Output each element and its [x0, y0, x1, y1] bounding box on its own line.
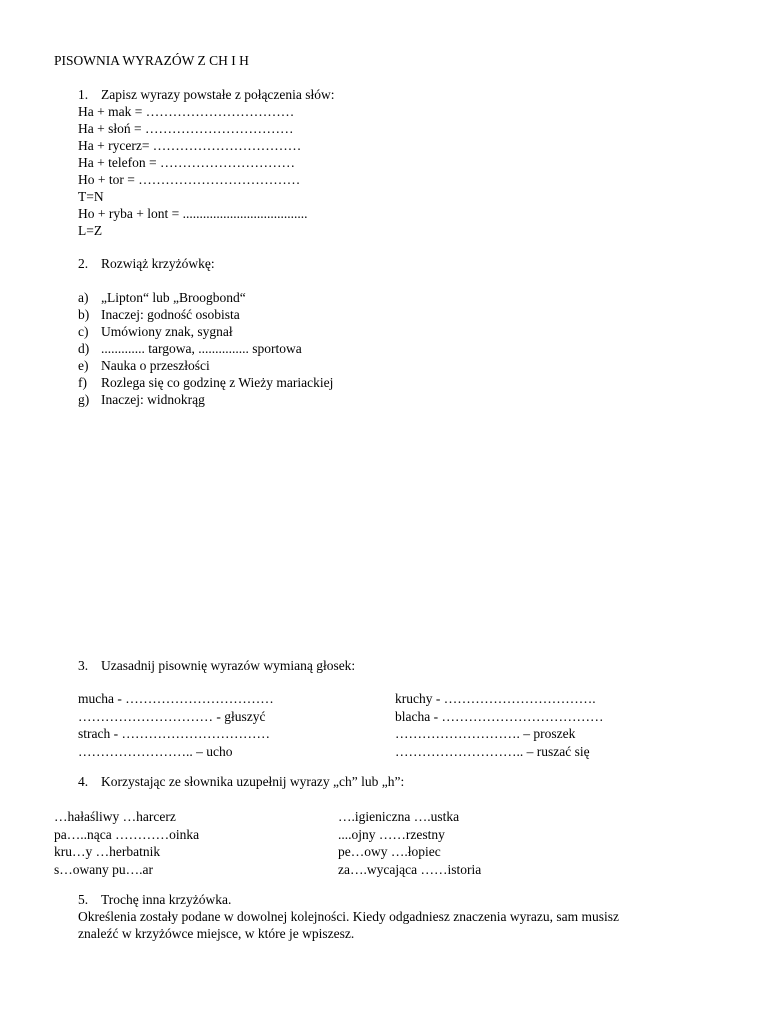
task1-number: 1. — [78, 87, 89, 102]
task4-number: 4. — [78, 774, 89, 789]
task2-item-text: Nauka o przeszłości — [101, 358, 210, 373]
task2-item-text: Rozlega się co godzinę z Wieży mariackiej — [101, 375, 334, 390]
task1-line: Ha + mak = …………………………… — [78, 104, 295, 119]
task3-row-right: ……………………….. – ruszać się — [395, 743, 590, 759]
task3-row-right: ………………………. – proszek — [395, 726, 576, 741]
task3-row-left: ………………………… - głuszyć — [78, 708, 266, 724]
task4-row-right: pe…owy ….łopiec — [338, 844, 441, 859]
task1-heading: Zapisz wyrazy powstałe z połączenia słów: — [101, 87, 335, 102]
task5-text-line: Określenia zostały podane w dowolnej kolejności. Kiedy odgadniesz znaczenia wyrazu, sam musisz — [78, 909, 619, 924]
task2-item-letter: d) — [78, 341, 90, 356]
task3-row-right: blacha - ……………………………… — [395, 708, 604, 724]
task3-row-left: …………………….. – ucho — [78, 743, 233, 759]
task3-heading: Uzasadnij pisownię wyrazów wymianą głosek: — [101, 658, 356, 673]
task4-row-right: ….igieniczna ….ustka — [338, 809, 460, 824]
task1-line: T=N — [78, 189, 104, 204]
task2-number: 2. — [78, 256, 89, 271]
page-title: PISOWNIA WYRAZÓW Z CH I H — [54, 53, 249, 68]
task2-item-letter: c) — [78, 324, 89, 339]
task2-item-text: ............. targowa, ............... sportowa — [101, 341, 302, 356]
task2-item-text: Umówiony znak, sygnał — [101, 324, 233, 339]
task3-number: 3. — [78, 658, 89, 673]
task4-row-left: pa…..nąca …………oinka — [54, 826, 200, 842]
task3-row-left: strach - …………………………… — [78, 726, 270, 741]
task2-item-text: „Lipton“ lub „Broogbond“ — [101, 290, 246, 305]
task1-line: Ha + rycerz= …………………………… — [78, 138, 302, 153]
task4-row-right: za….wycająca ……istoria — [338, 861, 482, 877]
task2-item-text: Inaczej: widnokrąg — [101, 392, 205, 407]
task3-row-left: mucha - …………………………… — [78, 691, 274, 706]
task1-line: L=Z — [78, 223, 103, 238]
task2-item-letter: b) — [78, 307, 90, 322]
task2-heading: Rozwiąż krzyżówkę: — [101, 256, 215, 271]
task2-item-text: Inaczej: godność osobista — [101, 307, 240, 322]
task1-line: Ho + tor = ……………………………… — [78, 172, 301, 187]
task4-row-right: ....ojny ……rzestny — [338, 826, 445, 842]
task4-heading: Korzystając ze słownika uzupełnij wyrazy „ch” lub „h”: — [101, 774, 405, 789]
task5-text-line: znaleźć w krzyżówce miejsce, w które je wpiszesz. — [78, 926, 355, 941]
task2-item-letter: g) — [78, 392, 90, 407]
task5-number: 5. — [78, 892, 89, 907]
task4-row-left: s…owany pu….ar — [54, 861, 153, 877]
task3-row-right: kruchy - ……………………………. — [395, 691, 596, 706]
task5-heading: Trochę inna krzyżówka. — [101, 892, 232, 907]
task1-line: Ha + telefon = ………………………… — [78, 155, 295, 170]
task1-line: Ho + ryba + lont = ..................................... — [78, 206, 308, 221]
task2-item-letter: a) — [78, 290, 89, 305]
task2-item-letter: e) — [78, 358, 89, 373]
task2-item-letter: f) — [78, 375, 87, 390]
task4-row-left: kru…y …herbatnik — [54, 844, 161, 859]
task1-line: Ha + słoń = …………………………… — [78, 121, 294, 136]
task4-row-left: …hałaśliwy …harcerz — [54, 809, 176, 824]
